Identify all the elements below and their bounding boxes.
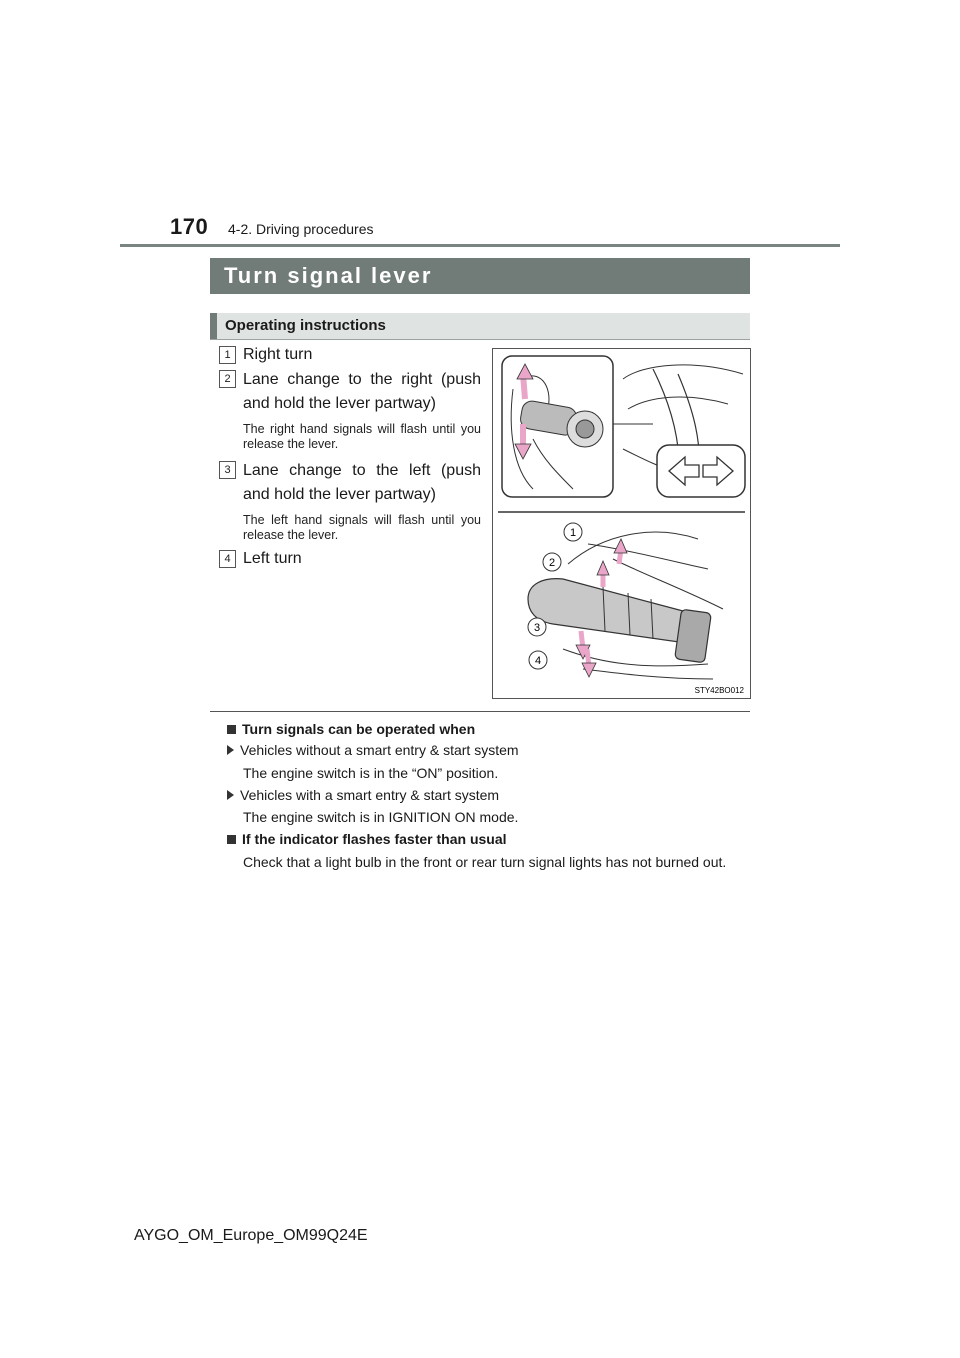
item-label: Lane change to the right (push and hold the lever partway) [243,371,481,412]
item-label: Lane change to the left (push and hold the lever partway) [243,462,481,503]
note-bullet-text: Vehicles with a smart entry & start system [240,787,500,803]
square-bullet-icon [227,835,236,844]
item-note: The left hand signals will flash until you release the lever. [243,513,481,542]
callout-4: 4 [534,655,542,667]
page-number: 170 [170,214,209,239]
triangle-bullet-icon [227,745,234,755]
lever-diagram-svg [493,349,750,698]
note-heading-text: If the indicator flashes faster than usual [242,831,507,847]
notes-divider [210,711,750,712]
item-number-badge: 3 [219,461,236,479]
item-number-badge: 2 [219,370,236,388]
item-label: Right turn [243,346,313,363]
subsection-accent-bar [210,313,217,339]
triangle-bullet-icon [227,790,234,800]
note-heading [227,831,507,847]
callout-3: 3 [533,622,541,634]
turn-signal-lever-illustration [492,348,751,699]
note-text: The engine switch is in IGNITION ON mode. [243,809,519,825]
section-title-text: Turn signal lever [224,263,433,288]
item-label: Left turn [243,550,302,567]
figure-code: STY42BO012 [694,686,744,695]
header-divider [120,244,840,247]
subsection-header [210,313,750,339]
section-title [210,258,750,294]
square-bullet-icon [227,725,236,734]
note-text: Check that a light bulb in the front or rear turn signal lights has not burned out. [243,854,727,870]
item-number-badge: 4 [219,550,236,568]
item-note: The right hand signals will flash until you release the lever. [243,422,481,451]
document-code: AYGO_OM_Europe_OM99Q24E [134,1227,368,1244]
callout-1: 1 [569,527,577,539]
note-bullet-text: Vehicles without a smart entry & start system [240,742,519,758]
note-bullet [227,741,519,759]
note-heading [227,721,475,737]
note-heading-text: Turn signals can be operated when [242,721,476,737]
lever-positions-diagram [528,523,723,679]
subsection-divider [210,339,750,340]
callout-2: 2 [548,557,556,569]
steering-column-overview [613,365,745,497]
breadcrumb: 4-2. Driving procedures [228,221,374,237]
hand-on-lever-inset [502,356,613,497]
note-text: The engine switch is in the “ON” position. [243,765,499,781]
item-number-badge: 1 [219,346,236,364]
note-bullet [227,786,499,804]
subsection-title: Operating instructions [225,317,386,334]
